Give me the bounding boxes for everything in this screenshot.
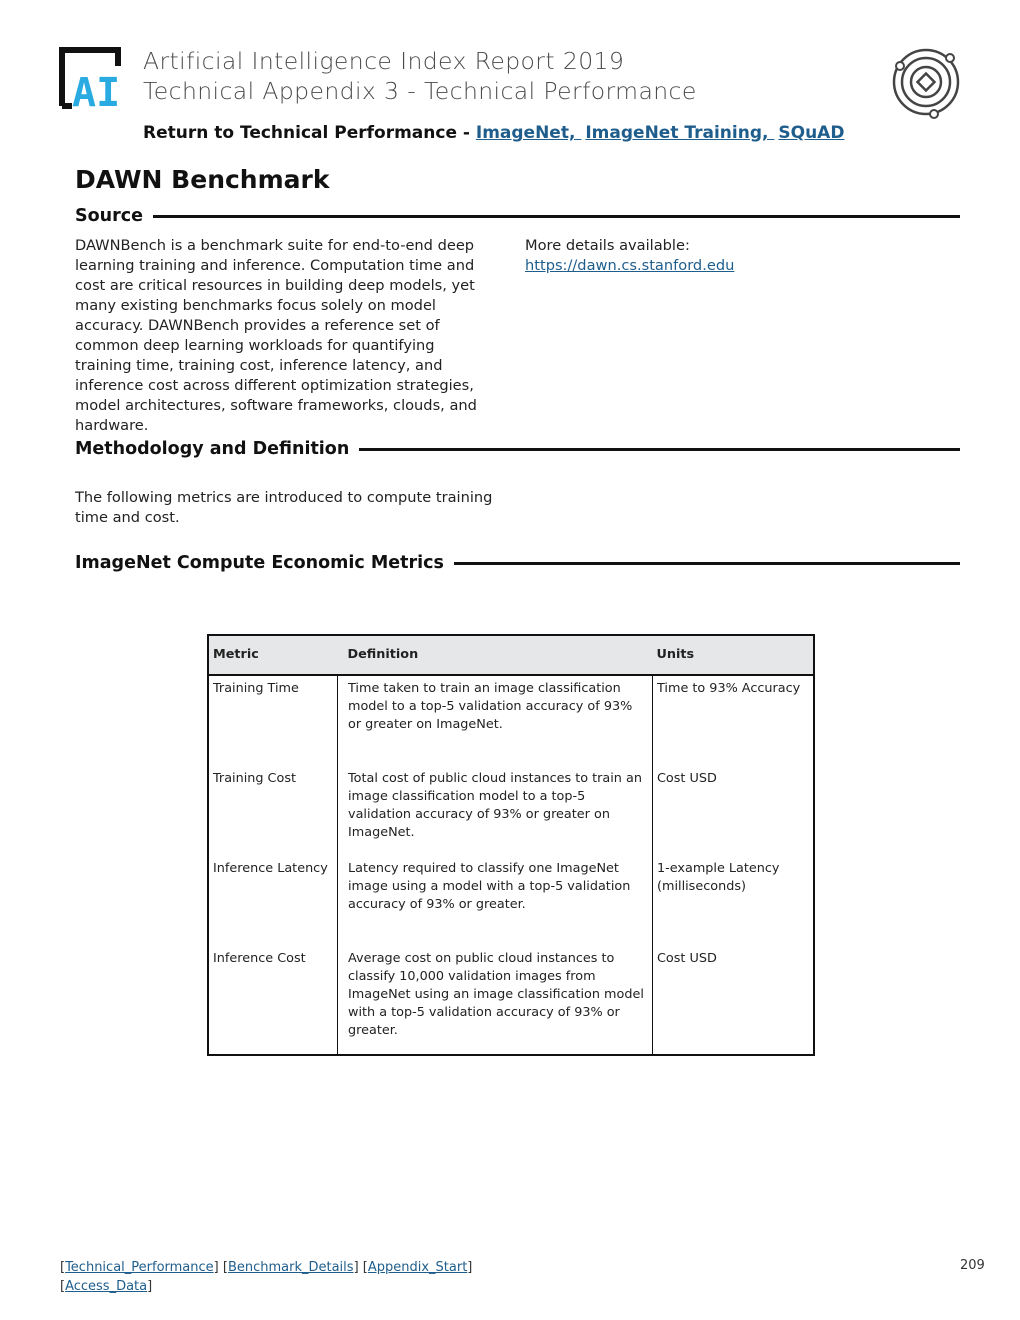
more-details-label: More details available: xyxy=(525,237,690,254)
column-header-metric: Metric xyxy=(208,635,338,675)
definition-cell: Total cost of public cloud instances to train an image classification model to a top-5 validation accuracy of 93% or greater on ImageNet. xyxy=(338,766,653,856)
section-divider xyxy=(359,448,960,451)
definition-cell: Time taken to train an image classification model to a top-5 validation accuracy of 93% or greater on ImageNet. xyxy=(338,675,653,766)
metrics-table xyxy=(207,634,815,1056)
report-subtitle: Technical Appendix 3 - Technical Performance xyxy=(143,77,697,105)
table-row xyxy=(208,766,814,856)
logo-text: AI xyxy=(72,70,121,110)
report-title: Artificial Intelligence Index Report 2019 xyxy=(143,47,625,75)
section-divider xyxy=(153,215,960,218)
ai-index-logo xyxy=(58,46,130,110)
definition-cell: Latency required to classify one ImageNet image using a model with a top-5 validation accuracy of 93% or greater. xyxy=(338,856,653,946)
page-number: 209 xyxy=(960,1258,985,1273)
units-cell: Cost USD xyxy=(657,771,717,786)
metric-cell: Training Time xyxy=(208,675,338,766)
units-cell: Cost USD xyxy=(657,951,717,966)
table-row xyxy=(208,946,814,1055)
footer-link-appendix-start[interactable]: Appendix_Start xyxy=(367,1260,468,1275)
link-squad[interactable]: SQuAD xyxy=(778,123,845,143)
footer-link-benchmark-details[interactable]: Benchmark_Details xyxy=(227,1260,354,1275)
footer-link-access-data[interactable]: Access_Data xyxy=(65,1279,148,1294)
link-imagenet-training[interactable]: ImageNet Training, xyxy=(585,123,775,143)
units-cell: Time to 93% Accuracy xyxy=(657,681,801,696)
metric-cell: Training Cost xyxy=(208,766,338,856)
units-cell: 1-example Latency (milliseconds) xyxy=(657,861,780,894)
metrics-section-header xyxy=(75,553,960,573)
return-navigation xyxy=(143,121,848,145)
metrics-heading: ImageNet Compute Economic Metrics xyxy=(75,553,444,573)
methodology-paragraph: The following metrics are introduced to compute training time and cost. xyxy=(75,489,493,526)
dawn-url-link[interactable]: https://dawn.cs.stanford.edu xyxy=(525,257,735,274)
return-prefix: Return to Technical Performance - xyxy=(143,123,476,143)
footer-navigation: [Technical_Performance] [Benchmark_Details] [Appendix_Start] [Access_Data] xyxy=(60,1260,473,1294)
methodology-section-header xyxy=(75,439,960,459)
orbit-logo-icon xyxy=(888,44,964,120)
more-details xyxy=(525,236,825,276)
footer-link-technical-performance[interactable]: Technical_Performance xyxy=(65,1260,214,1275)
page-title: DAWN Benchmark xyxy=(75,165,330,194)
source-heading: Source xyxy=(75,206,143,226)
source-section-header xyxy=(75,206,960,226)
metric-cell: Inference Cost xyxy=(208,946,338,1055)
source-paragraph: DAWNBench is a benchmark suite for end-to-end deep learning training and inference. Computation time and cost are critical resources in building deep models, yet many existing benchmarks focus solely on model accuracy. DAWNBench provides a reference set of common deep learning workloads for quantifying training time, training cost, inference latency, and inference cost across different optimization strategies, model architectures, software frameworks, clouds, and hardware. xyxy=(75,237,477,434)
metric-cell: Inference Latency xyxy=(208,856,338,946)
table-row xyxy=(208,856,814,946)
definition-cell: Average cost on public cloud instances to classify 10,000 validation images from ImageNet using an image classification model with a top-5 validation accuracy of 93% or greater. xyxy=(338,946,653,1055)
methodology-heading: Methodology and Definition xyxy=(75,439,350,459)
link-imagenet[interactable]: ImageNet, xyxy=(475,123,582,143)
column-header-units: Units xyxy=(653,635,815,675)
table-row xyxy=(208,675,814,766)
table-header-row xyxy=(208,635,814,675)
section-divider xyxy=(454,562,960,565)
column-header-definition: Definition xyxy=(338,635,653,675)
